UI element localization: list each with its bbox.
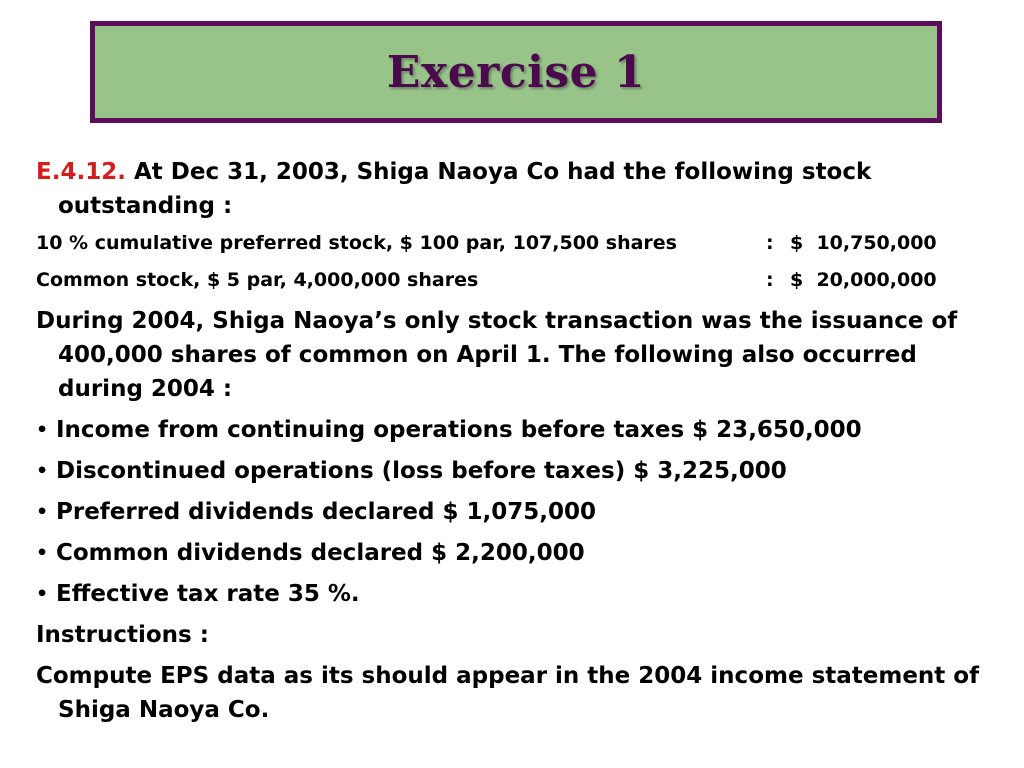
bullet-icon: • [36,583,49,605]
list-item-text: Effective tax rate 35 %. [56,581,360,607]
list-item-text: Discontinued operations (loss before taxes) $ 3,225,000 [56,458,787,484]
stock-sep: : [766,232,774,254]
intro-text: At Dec 31, 2003, Shiga Naoya Co had the following stock outstanding : [58,159,872,219]
list-item-text: Income from continuing operations before taxes $ 23,650,000 [56,417,862,443]
intro-paragraph [36,155,986,223]
bullet-icon: • [36,542,49,564]
list-item [36,536,986,570]
list-item [36,495,986,529]
list-item [36,577,986,611]
list-item [36,454,986,488]
instructions-text: Compute EPS data as its should appear in the 2004 income statement of Shiga Naoya Co. [36,663,980,723]
stock-row-preferred [36,230,986,256]
stock-desc: 10 % cumulative preferred stock, $ 100 par, 107,500 shares [36,232,677,254]
list-item [36,413,986,447]
stock-sep: : [766,269,774,291]
list-item-text: Preferred dividends declared $ 1,075,000 [56,499,597,525]
slide-title: Exercise 1 [386,46,646,98]
title-banner [90,21,942,123]
stock-amount: $ 20,000,000 [790,269,937,291]
instructions-label: Instructions : [36,622,209,648]
stock-amount: $ 10,750,000 [790,232,937,254]
exercise-reference: E.4.12. [36,159,126,185]
during-paragraph: During 2004, Shiga Naoya’s only stock transaction was the issuance of 400,000 shares of common on April 1. The following also occurred during 2004 : [36,308,958,402]
list-item-text: Common dividends declared $ 2,200,000 [56,540,585,566]
bullet-icon: • [36,501,49,523]
bullet-icon: • [36,460,49,482]
slide-content [36,155,986,734]
stock-desc: Common stock, $ 5 par, 4,000,000 shares [36,269,479,291]
stock-row-common [36,267,986,293]
bullet-icon: • [36,419,49,441]
